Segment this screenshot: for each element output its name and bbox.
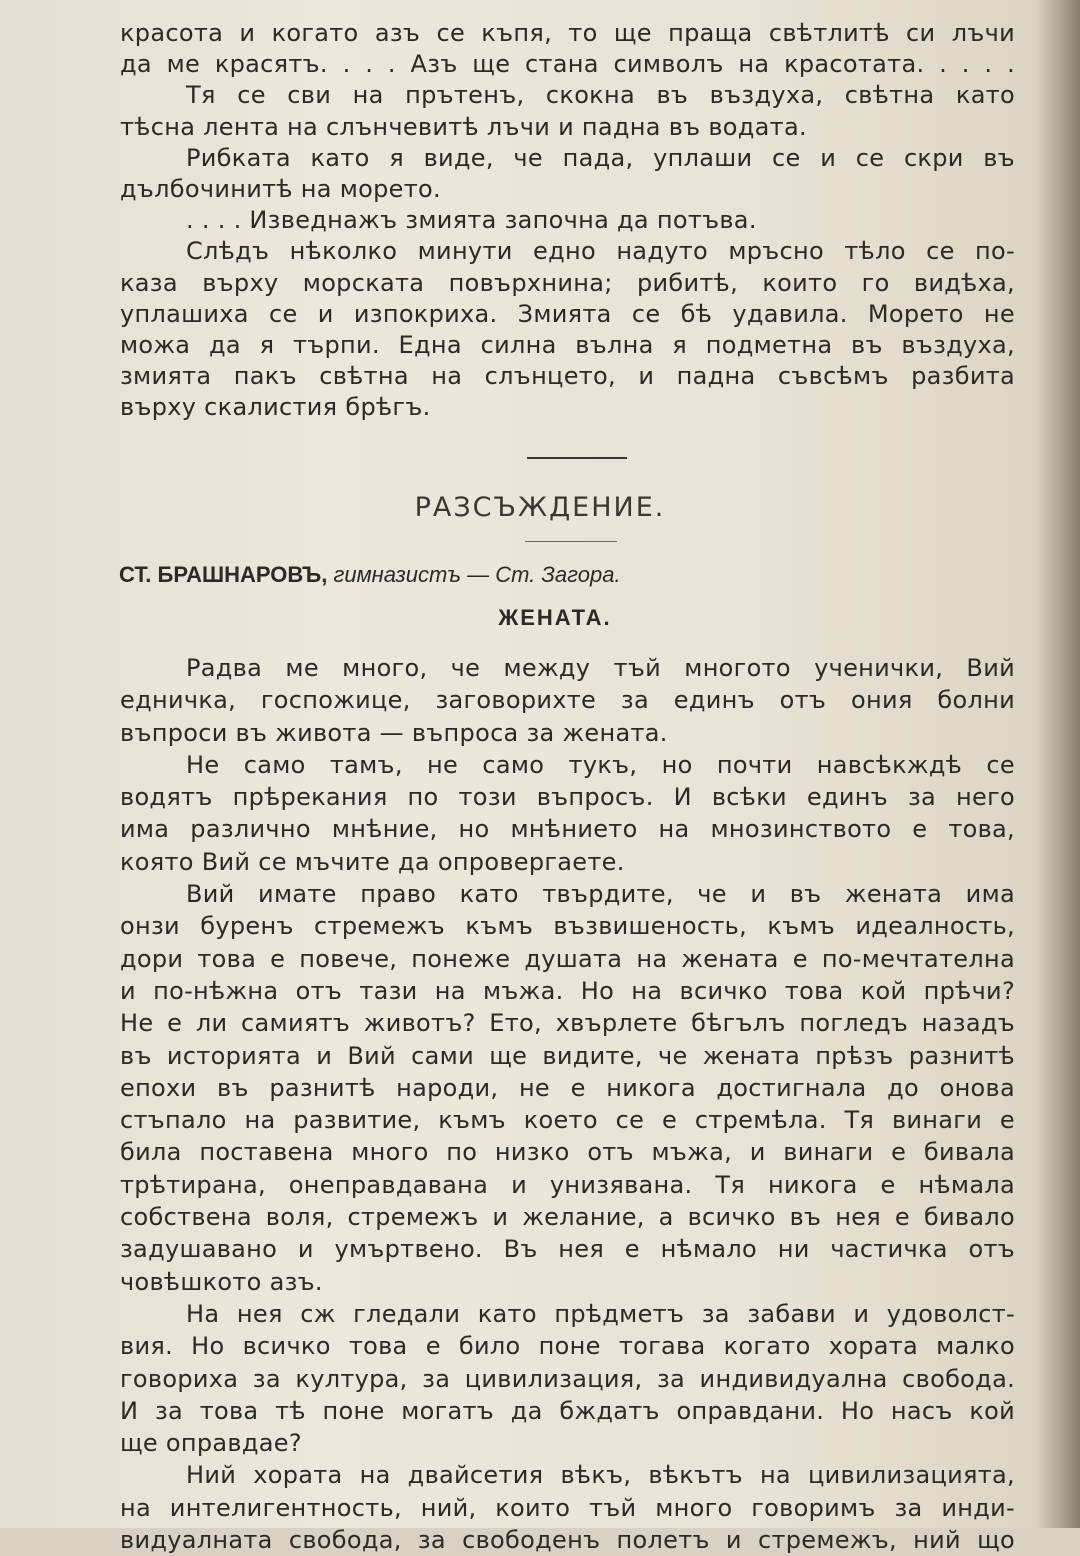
text-line: стъпало на развитие, къмъ което се е стремѣла. Тя винаги е: [120, 1106, 1015, 1135]
text-line: въпроси въ живота — въпроса за жената.: [120, 718, 668, 747]
text-line: собствена воля, стремежъ и желание, а всичко въ нея е бивало: [120, 1203, 1015, 1232]
text-line: която Вий се мъчите да опровергаете.: [120, 847, 625, 876]
text-line: върху скалистия брѣгъ.: [120, 393, 431, 422]
text-line: едничка, госпожице, заговорихте за единъ отъ ония болни: [120, 686, 1015, 715]
text-line: И за това тѣ поне могатъ да бждатъ оправдани. Но насъ кой: [120, 1396, 1015, 1425]
text-line: уплашиха се и изпокриха. Змията се бѣ удавила. Морето не: [120, 299, 1015, 328]
text-line: да ме красятъ. . . . Азъ ще стана символъ на красотата. . . . .: [120, 50, 1015, 79]
text-line: въ историята и Вий сами ще видите, че жената прѣзъ разнитѣ: [120, 1041, 1015, 1070]
author-byline: [119, 562, 621, 588]
text-line: Слѣдъ нѣколко минути едно надуто мръсно тѣло се по-: [186, 237, 1015, 266]
text-line: Рибката като я виде, че пада, уплаши се и се скри въ: [186, 143, 1015, 172]
text-line: тѣсна лента на слънчевитѣ лъчи и падна въ водата.: [120, 112, 807, 141]
page-binding-shadow: [1034, 0, 1080, 1528]
text-line: Не само тамъ, не само тукъ, но почти навсѣкждѣ се: [186, 750, 1015, 779]
text-line: била поставена много по низко отъ мъжа, и винаги е бивала: [120, 1138, 1015, 1167]
section-title: РАЗСЪЖДЕНИЕ.: [414, 492, 666, 523]
text-line: Вий имате право като твърдите, че и въ жената има: [186, 880, 1015, 909]
author-details: гимназистъ — Ст. Загора.: [327, 562, 621, 587]
text-line: красота и когато азъ се къпя, то ще праща свѣтлитѣ си лъчи: [120, 19, 1015, 47]
text-line: видуалната свобода, за свободенъ полетъ и стремежъ, ний що: [120, 1526, 1015, 1555]
text-line: . . . . Изведнажъ змията започна да потъва.: [186, 206, 757, 235]
text-line: дори това е повече, понеже душата на жената е по-мечтателна: [120, 944, 1015, 973]
article-body: [120, 652, 1015, 1556]
text-line: змията пакъ свѣтна на слънцето, и падна съвсѣмъ разбита: [120, 362, 1015, 391]
text-line: Тя се сви на прътенъ, скокна въ въздуха, свѣтна като: [186, 81, 1015, 110]
text-line: онзи буренъ стремежъ къмъ възвишеность, къмъ идеалность,: [120, 912, 1015, 941]
text-line: човѣшкото азъ.: [120, 1267, 323, 1296]
article-title: ЖЕНАТА.: [498, 605, 612, 630]
text-line: дълбочинитѣ на морето.: [120, 174, 441, 203]
author-name: СТ. БРАШНАРОВЪ,: [119, 562, 328, 587]
text-line: има различно мнѣние, но мнѣнието на мнозинството е това,: [120, 815, 1015, 844]
text-line: на интелигентность, ний, които тъй много говоримъ за инди-: [120, 1493, 1015, 1522]
section-divider: [527, 457, 627, 459]
text-line: Не е ли самиятъ животъ? Ето, хвърлете бѣгълъ погледъ назадъ: [120, 1009, 1015, 1038]
text-line: каза върху морската повърхнина; рибитѣ, които го видѣха,: [120, 268, 1015, 297]
story-ending-text: [120, 18, 1015, 423]
text-line: епохи въ разнитѣ народи, не е никога достигнала до онова: [120, 1073, 1015, 1102]
text-line: и по-нѣжна отъ тази на мъжа. Но на всичко това кой прѣчи?: [120, 976, 1015, 1005]
text-line: вия. Но всичко това е било поне тогава когато хората малко: [120, 1332, 1015, 1361]
text-line: Радва ме много, че между тъй многото ученички, Вий: [186, 654, 1015, 682]
text-line: Ний хората на двайсетия вѣкъ, вѣкътъ на цивилизацията,: [186, 1461, 1015, 1490]
text-line: На нея сж гледали като прѣдметъ за забави и удоволст-: [186, 1299, 1015, 1328]
text-line: говориха за култура, за цивилизация, за индивидуална свобода.: [120, 1364, 1015, 1393]
text-line: ще оправдае?: [120, 1429, 302, 1458]
title-underline: [525, 541, 617, 542]
text-line: водятъ прѣрекания по този въпросъ. И всѣки единъ за него: [120, 783, 1015, 812]
text-line: задушавано и умъртвено. Въ нея е нѣмало ни частичка отъ: [120, 1235, 1015, 1264]
text-line: трѣтирана, онеправдавана и унизявана. Тя никога е нѣмала: [120, 1170, 1015, 1199]
text-line: можа да я търпи. Една силна вълна я подметна въ въздуха,: [120, 330, 1015, 359]
